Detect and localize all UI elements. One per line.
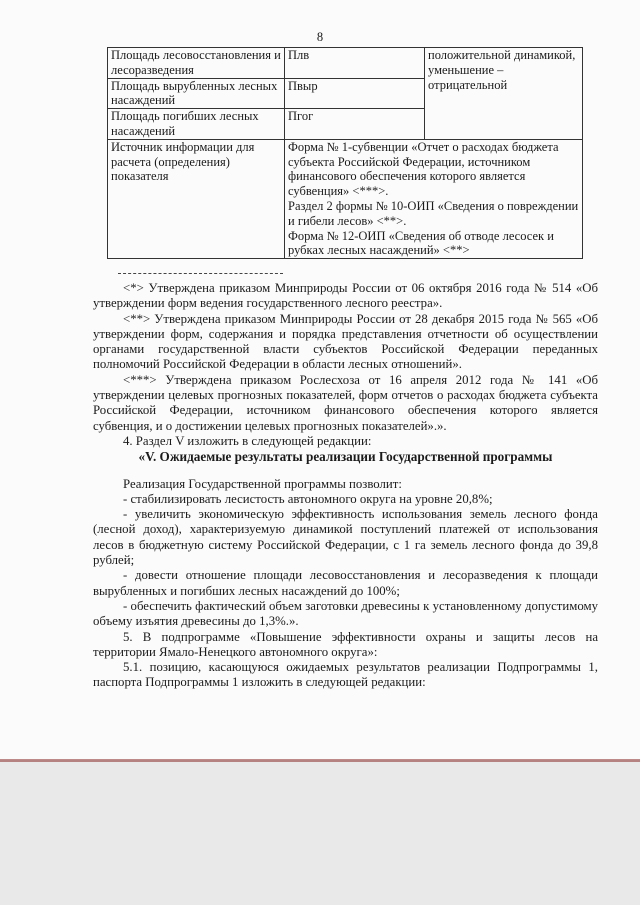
table-cell-label: Площадь вырубленных лесных насаждений xyxy=(108,78,285,109)
list-item: - довести отношение площади лесовосстановления и лесоразведения к площади вырубленных и погибших лесных насаждений до 100%; xyxy=(93,568,598,598)
footnote: <***> Утверждена приказом Рослесхоза от 16 апреля 2012 года № 141 «Об утверждении целевых прогнозных показателей, форм отчетов о расходах бюджета субъекта Российской Федерации, источником финансового обеспечения которого является субвенция, и о достижении целевых прогнозных показателей».». xyxy=(93,372,598,433)
table-cell-source xyxy=(285,139,583,258)
indicator-table xyxy=(107,47,583,259)
amendment-item-5-1: 5.1. позицию, касающуюся ожидаемых результатов реализации Подпрограммы 1, паспорта Подпрограммы 1 изложить в следующей редакции: xyxy=(93,660,598,690)
section-heading: «V. Ожидаемые результаты реализации Государственной программы xyxy=(138,449,553,465)
table-cell-symbol: Пвыр xyxy=(285,78,425,109)
table-cell-source-label: Источник информации для расчета (определения) показателя xyxy=(108,139,285,258)
table-cell-symbol: Плв xyxy=(285,48,425,79)
page-number: 8 xyxy=(316,30,324,44)
table-row xyxy=(108,139,583,258)
intro-text: Реализация Государственной программы позволит: xyxy=(123,476,402,491)
amendment-item-4: 4. Раздел V изложить в следующей редакции: xyxy=(123,433,372,448)
scan-edge-line xyxy=(0,759,640,762)
source-line: Раздел 2 формы № 10-ОИП «Сведения о повреждении и гибели лесов» <**>. xyxy=(288,198,579,228)
amendment-item-5: 5. В подпрограмме «Повышение эффективности охраны и защиты лесов на территории Ямало-Ненецкого автономного округа»: xyxy=(93,629,598,659)
list-item: - обеспечить фактический объем заготовки древесины к установленному допустимому объему изъятия древесины до 1,3%.». xyxy=(93,598,598,629)
footnote-separator xyxy=(118,273,283,274)
table-row xyxy=(108,48,583,79)
table-cell-note: положительной динамикой, уменьшение – отрицательной xyxy=(425,48,583,140)
footnote: <*> Утверждена приказом Минприроды России от 06 октября 2016 года № 514 «Об утверждении форм ведения государственного лесного реестра». xyxy=(93,281,598,311)
table-cell-label: Площадь погибших лесных насаждений xyxy=(108,109,285,140)
table-cell-symbol: Пгог xyxy=(285,109,425,140)
body-text xyxy=(93,281,598,691)
source-line: Форма № 12-ОИП «Сведения об отводе лесосек и рубках лесных насаждений» <**> xyxy=(288,228,554,258)
list-item: - увеличить экономическую эффективность использования земель лесного фонда (лесной доход), характеризуемую динамикой поступлений платежей от использования лесов в бюджетную систему Российской Федерации, с 1 га земель лесного фонда до 39,8 рублей; xyxy=(93,507,598,568)
table-cell-label: Площадь лесовосстановления и лесоразведения xyxy=(108,48,285,79)
list-item: - стабилизировать лесистость автономного округа на уровне 20,8%; xyxy=(123,491,493,506)
footnote: <**> Утверждена приказом Минприроды России от 28 декабря 2015 года № 565 «Об утверждении форм, содержания и порядка представления отчетности об осуществлении органами государственной власти субъектов Российской Федерации переданных полномочий Российской Федерации в области лесных отношений». xyxy=(93,311,598,372)
source-line: Форма № 1-субвенции «Отчет о расходах бюджета субъекта Российской Федерации, источником финансового обеспечения которого является субвенция» <***>. xyxy=(288,139,559,199)
